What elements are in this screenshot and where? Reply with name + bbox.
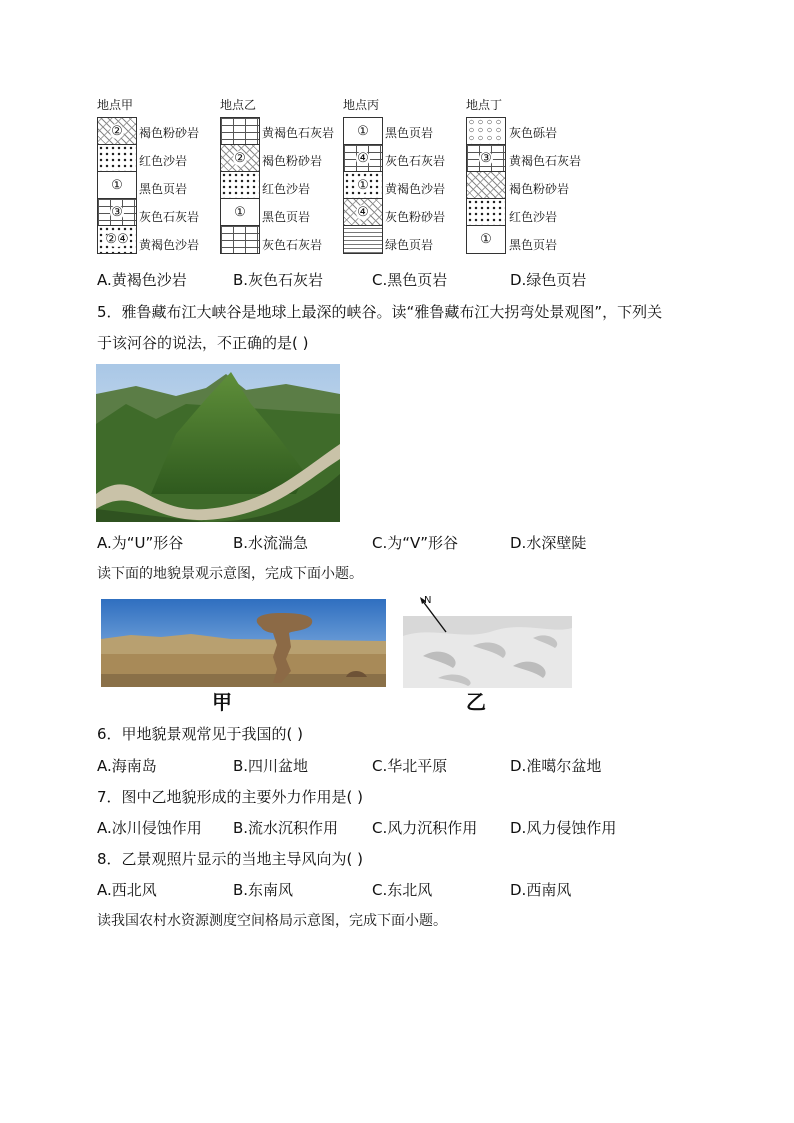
figure-label-yi: 乙 <box>466 690 486 714</box>
mushroom-rock-photo <box>101 599 386 687</box>
q6-option-a: A.海南岛 <box>97 757 157 775</box>
stratum-cell: ① <box>467 226 505 253</box>
q4-option-c: C.黑色页岩 <box>372 271 448 289</box>
q5-option-c: C.为“V”形谷 <box>372 534 459 552</box>
q6-stem: 6．甲地貌景观常见于我国的( ) <box>97 725 304 743</box>
stratum-cell <box>344 226 382 253</box>
q6-option-b: B.四川盆地 <box>233 757 309 775</box>
stratum-label: 黄褐色沙岩 <box>139 238 200 252</box>
stratum-cell <box>467 118 505 145</box>
stratum-cell: ① <box>344 118 382 145</box>
strata-column-yi <box>220 117 260 254</box>
q6-option-d: D.准噶尔盆地 <box>510 757 602 775</box>
q4-option-b: B.灰色石灰岩 <box>233 271 324 289</box>
q7-option-b: B.流水沉积作用 <box>233 819 339 837</box>
stratum-label: 灰色砾岩 <box>509 126 558 140</box>
strata-column-jia <box>97 117 137 254</box>
q7-option-c: C.风力沉积作用 <box>372 819 478 837</box>
strata-column-ding <box>466 117 506 254</box>
stratum-cell <box>467 172 505 199</box>
q8-option-a: A.西北风 <box>97 881 157 899</box>
stratum-label: 黑色页岩 <box>509 238 558 252</box>
stratum-label: 红色沙岩 <box>139 154 188 168</box>
stratum-cell: ④ <box>344 145 382 172</box>
intro-water-resources: 读我国农村水资源测度空间格局示意图，完成下面小题。 <box>97 913 447 929</box>
stratum-cell <box>221 118 259 145</box>
figure-label-jia: 甲 <box>212 690 232 714</box>
stratum-label: 黑色页岩 <box>385 126 434 140</box>
stratum-label: 黄褐色石灰岩 <box>262 126 335 140</box>
stratum-cell <box>221 226 259 253</box>
q7-option-d: D.风力侵蚀作用 <box>510 819 617 837</box>
stratum-label: 褐色粉砂岩 <box>509 182 570 196</box>
q8-option-c: C.东北风 <box>372 881 433 899</box>
intro-landform-figure: 读下面的地貌景观示意图，完成下面小题。 <box>97 566 363 582</box>
stratum-cell: ②④ <box>98 226 136 253</box>
stratum-label: 黄褐色石灰岩 <box>509 154 582 168</box>
stratum-label: 灰色石灰岩 <box>385 154 446 168</box>
stratum-cell: ② <box>98 118 136 145</box>
stratum-label: 绿色页岩 <box>385 238 434 252</box>
stratum-cell: ④ <box>344 199 382 226</box>
q5-stem-line1: 5．雅鲁藏布江大峡谷是地球上最深的峡谷。读“雅鲁藏布江大拐弯处景观图”，下列关 <box>97 303 663 321</box>
column-title-yi: 地点乙 <box>220 98 257 112</box>
q7-stem: 7．图中乙地貌形成的主要外力作用是( ) <box>97 788 364 806</box>
q8-option-b: B.东南风 <box>233 881 294 899</box>
stratum-label: 褐色粉砂岩 <box>139 126 200 140</box>
stratum-label: 褐色粉砂岩 <box>262 154 323 168</box>
stratum-cell <box>467 199 505 226</box>
strata-column-bing <box>343 117 383 254</box>
stratum-label: 红色沙岩 <box>262 182 311 196</box>
stratum-cell: ① <box>221 199 259 226</box>
gorge-photo <box>96 364 340 522</box>
q8-option-d: D.西南风 <box>510 881 572 899</box>
q6-option-c: C.华北平原 <box>372 757 448 775</box>
q5-option-a: A.为“U”形谷 <box>97 534 184 552</box>
stratum-cell: ③ <box>98 199 136 226</box>
stratum-cell: ③ <box>467 145 505 172</box>
column-title-jia: 地点甲 <box>97 98 134 112</box>
column-title-bing: 地点丙 <box>343 98 380 112</box>
stratum-label: 黑色页岩 <box>262 210 311 224</box>
q5-stem-line2: 于该河谷的说法，不正确的是( ) <box>97 334 309 352</box>
stratum-cell: ① <box>98 172 136 199</box>
stratum-label: 灰色石灰岩 <box>139 210 200 224</box>
stratum-cell: ① <box>344 172 382 199</box>
q4-option-a: A.黄褐色沙岩 <box>97 271 187 289</box>
stratum-label: 黑色页岩 <box>139 182 188 196</box>
q8-stem: 8．乙景观照片显示的当地主导风向为( ) <box>97 850 364 868</box>
q4-option-d: D.绿色页岩 <box>510 271 587 289</box>
q5-option-b: B.水流湍急 <box>233 534 309 552</box>
stratum-label: 灰色粉砂岩 <box>385 210 446 224</box>
stratum-cell <box>221 172 259 199</box>
north-arrow-icon <box>414 592 450 634</box>
stratum-label: 灰色石灰岩 <box>262 238 323 252</box>
stratum-cell: ② <box>221 145 259 172</box>
stratum-cell <box>98 145 136 172</box>
stratum-label: 黄褐色沙岩 <box>385 182 446 196</box>
column-title-ding: 地点丁 <box>466 98 503 112</box>
north-label: N <box>424 595 432 606</box>
q5-option-d: D.水深壁陡 <box>510 534 587 552</box>
stratum-label: 红色沙岩 <box>509 210 558 224</box>
q7-option-a: A.冰川侵蚀作用 <box>97 819 202 837</box>
